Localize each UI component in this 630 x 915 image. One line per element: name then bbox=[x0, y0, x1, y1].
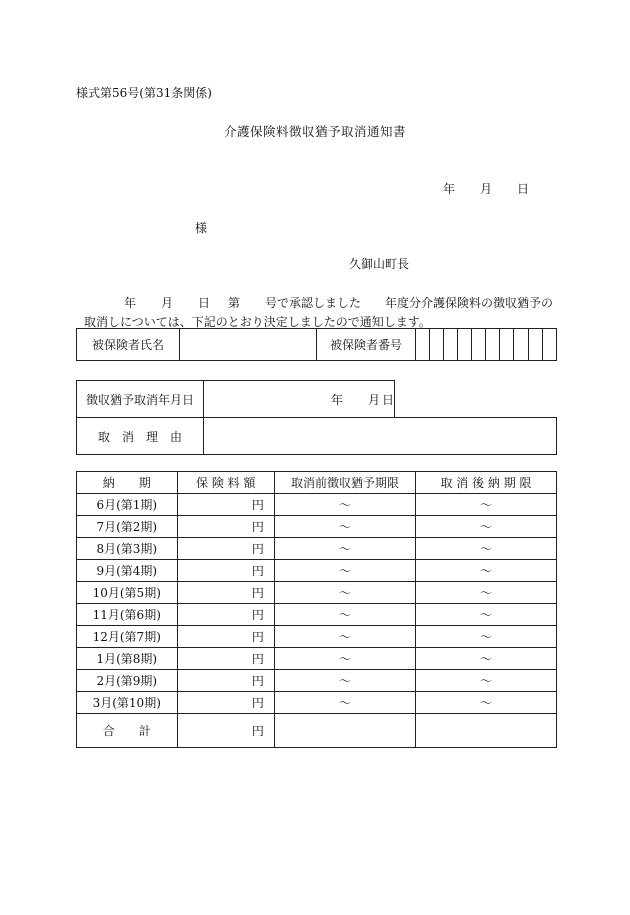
table-row bbox=[77, 648, 557, 670]
table-row bbox=[77, 626, 557, 648]
insured-number-digit[interactable] bbox=[429, 329, 443, 361]
body-line1-tail: 号で承認しました 年度分介護保険料の徴収猶予の bbox=[265, 296, 554, 310]
period-cell: 2月(第9期) bbox=[77, 670, 178, 692]
table-row bbox=[77, 538, 557, 560]
cancellation-date-field[interactable] bbox=[204, 381, 395, 418]
addressee-suffix: 様 bbox=[195, 221, 208, 235]
cancellation-reason-field[interactable] bbox=[204, 418, 557, 455]
cancellation-date-day: 日 bbox=[381, 392, 394, 407]
period-cell: 9月(第4期) bbox=[77, 560, 178, 582]
insured-name-label: 被保険者氏名 bbox=[77, 329, 180, 361]
insured-number-digit[interactable] bbox=[514, 329, 528, 361]
insured-number-digit[interactable] bbox=[443, 329, 457, 361]
before-deadline-cell[interactable]: ～ bbox=[274, 538, 415, 560]
before-deadline-cell[interactable]: ～ bbox=[274, 494, 415, 516]
period-cell: 3月(第10期) bbox=[77, 692, 178, 714]
before-deadline-cell[interactable]: ～ bbox=[274, 516, 415, 538]
total-label: 合 計 bbox=[77, 714, 178, 748]
insured-number-digit[interactable] bbox=[500, 329, 514, 361]
after-deadline-cell[interactable]: ～ bbox=[415, 670, 556, 692]
issue-date bbox=[443, 180, 529, 197]
cancellation-date-month: 月 bbox=[367, 392, 380, 407]
amount-cell[interactable]: 円 bbox=[177, 604, 274, 626]
before-deadline-cell[interactable]: ～ bbox=[274, 692, 415, 714]
total-after-cell bbox=[415, 714, 556, 748]
amount-cell[interactable]: 円 bbox=[177, 494, 274, 516]
table-row bbox=[77, 604, 557, 626]
body-month: 月 bbox=[161, 296, 174, 310]
insured-number-digit[interactable] bbox=[528, 329, 542, 361]
amount-cell[interactable]: 円 bbox=[177, 560, 274, 582]
period-cell: 7月(第2期) bbox=[77, 516, 178, 538]
table-row bbox=[77, 560, 557, 582]
after-deadline-cell[interactable]: ～ bbox=[415, 560, 556, 582]
amount-cell[interactable]: 円 bbox=[177, 692, 274, 714]
body-number-prefix: 第 bbox=[228, 296, 241, 310]
total-before-cell bbox=[274, 714, 415, 748]
notice-body bbox=[84, 294, 553, 332]
amount-cell[interactable]: 円 bbox=[177, 516, 274, 538]
header-deadline-after: 取 消 後 納 期 限 bbox=[415, 472, 556, 494]
table-row bbox=[77, 516, 557, 538]
total-amount-cell[interactable]: 円 bbox=[177, 714, 274, 748]
table-row bbox=[77, 692, 557, 714]
insured-person-table bbox=[76, 328, 557, 361]
before-deadline-cell[interactable]: ～ bbox=[274, 604, 415, 626]
before-deadline-cell[interactable]: ～ bbox=[274, 670, 415, 692]
header-payment-period: 納 期 bbox=[77, 472, 178, 494]
body-line2: 取消しについては、下記のとおり決定しましたので通知します。 bbox=[84, 315, 431, 329]
issue-date-day: 日 bbox=[517, 182, 530, 196]
before-deadline-cell[interactable]: ～ bbox=[274, 560, 415, 582]
header-deadline-before: 取消前徴収猶予期限 bbox=[274, 472, 415, 494]
period-cell: 10月(第5期) bbox=[77, 582, 178, 604]
insured-number-digit[interactable] bbox=[457, 329, 471, 361]
body-day: 日 bbox=[198, 296, 211, 310]
amount-cell[interactable]: 円 bbox=[177, 648, 274, 670]
before-deadline-cell[interactable]: ～ bbox=[274, 582, 415, 604]
after-deadline-cell[interactable]: ～ bbox=[415, 494, 556, 516]
amount-cell[interactable]: 円 bbox=[177, 538, 274, 560]
issue-date-year: 年 bbox=[443, 182, 456, 196]
before-deadline-cell[interactable]: ～ bbox=[274, 626, 415, 648]
period-cell: 6月(第1期) bbox=[77, 494, 178, 516]
cancellation-date-year: 年 bbox=[330, 392, 343, 407]
document-title: 介護保険料徴収猶予取消通知書 bbox=[223, 124, 406, 139]
after-deadline-cell[interactable]: ～ bbox=[415, 648, 556, 670]
insured-number-label: 被保険者番号 bbox=[317, 329, 415, 361]
period-cell: 8月(第3期) bbox=[77, 538, 178, 560]
after-deadline-cell[interactable]: ～ bbox=[415, 692, 556, 714]
table-row bbox=[77, 494, 557, 516]
header-premium-amount: 保 険 料 額 bbox=[177, 472, 274, 494]
amount-cell[interactable]: 円 bbox=[177, 670, 274, 692]
total-row bbox=[77, 714, 557, 748]
after-deadline-cell[interactable]: ～ bbox=[415, 626, 556, 648]
after-deadline-cell[interactable]: ～ bbox=[415, 604, 556, 626]
body-year: 年 bbox=[124, 296, 137, 310]
amount-cell[interactable]: 円 bbox=[177, 626, 274, 648]
insured-name-field[interactable] bbox=[180, 329, 317, 361]
form-number: 様式第56号(第31条関係) bbox=[76, 86, 212, 100]
insured-number-digit[interactable] bbox=[472, 329, 486, 361]
payment-schedule-table bbox=[76, 471, 557, 748]
blank-corner bbox=[395, 381, 557, 418]
after-deadline-cell[interactable]: ～ bbox=[415, 582, 556, 604]
deferral-cancellation-table bbox=[76, 380, 557, 455]
table-row bbox=[77, 670, 557, 692]
amount-cell[interactable]: 円 bbox=[177, 582, 274, 604]
period-cell: 11月(第6期) bbox=[77, 604, 178, 626]
insured-number-digit[interactable] bbox=[486, 329, 500, 361]
table-row bbox=[77, 582, 557, 604]
period-cell: 1月(第8期) bbox=[77, 648, 178, 670]
issue-date-month: 月 bbox=[480, 182, 493, 196]
insured-number-digit[interactable] bbox=[542, 329, 556, 361]
cancellation-date-label: 徴収猶予取消年月日 bbox=[77, 381, 204, 418]
insured-number-digit[interactable] bbox=[415, 329, 429, 361]
after-deadline-cell[interactable]: ～ bbox=[415, 516, 556, 538]
period-cell: 12月(第7期) bbox=[77, 626, 178, 648]
before-deadline-cell[interactable]: ～ bbox=[274, 648, 415, 670]
issuer-name: 久御山町長 bbox=[349, 257, 410, 271]
cancellation-reason-label: 取 消 理 由 bbox=[77, 418, 204, 455]
after-deadline-cell[interactable]: ～ bbox=[415, 538, 556, 560]
